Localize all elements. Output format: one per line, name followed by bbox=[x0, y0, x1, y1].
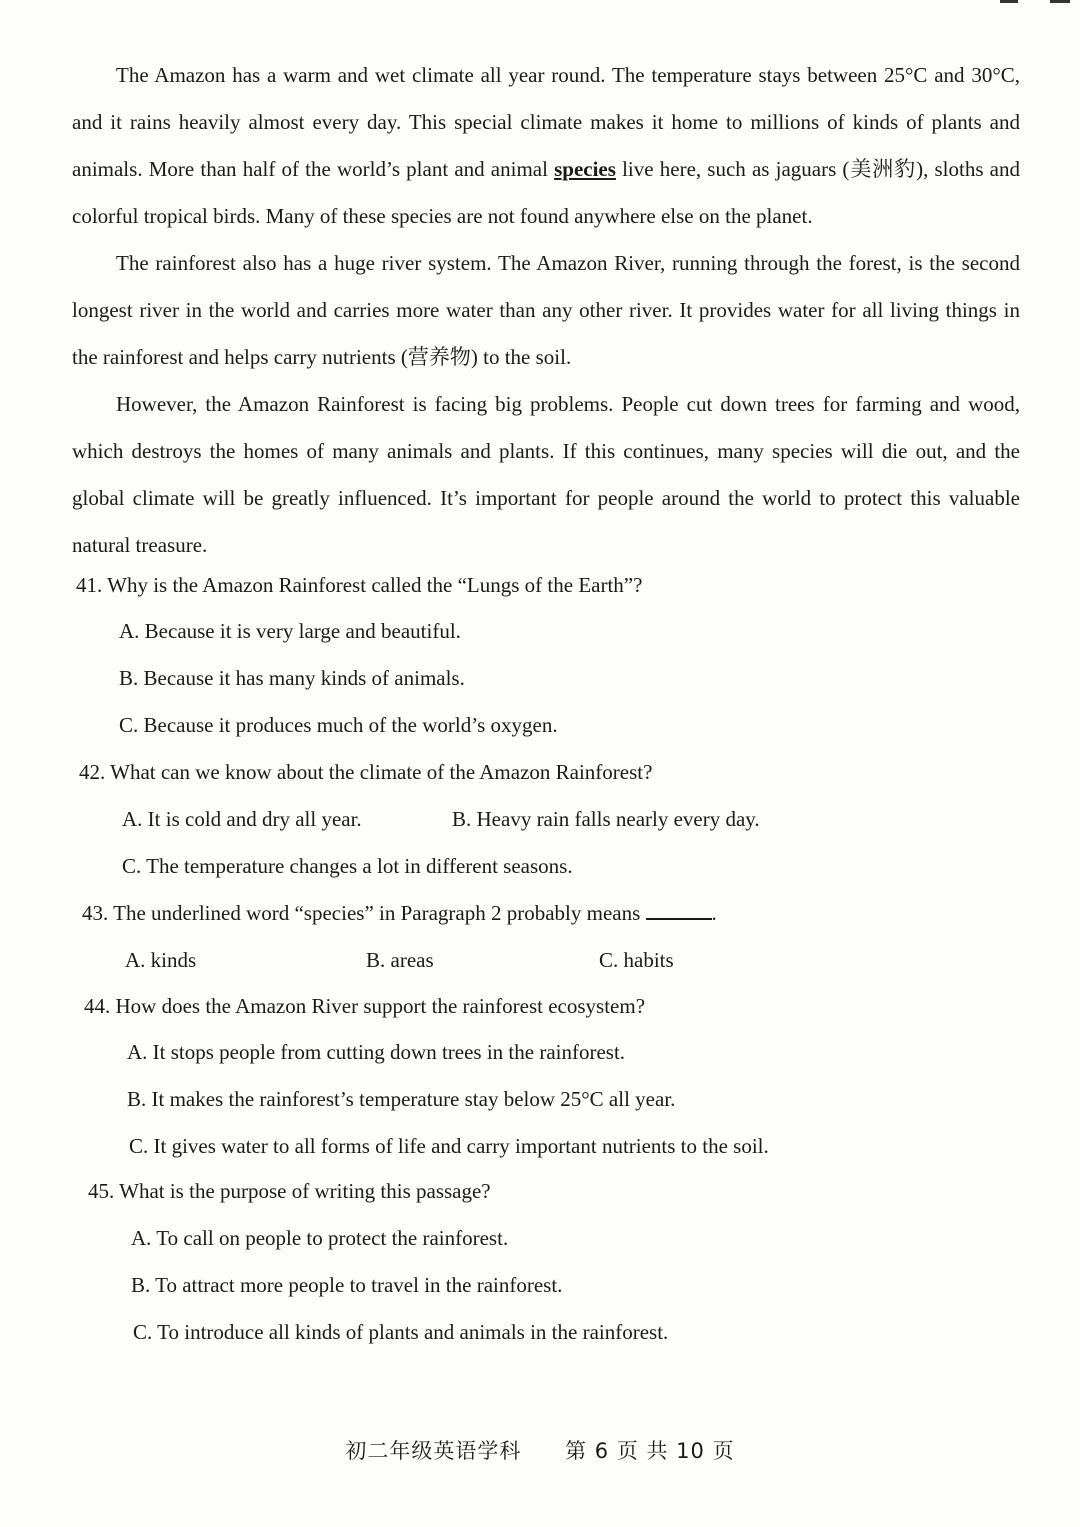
option-45-a: A. To call on people to protect the rainforest. bbox=[131, 1226, 509, 1250]
paragraph-3: However, the Amazon Rainforest is facing big problems. People cut down trees for farming and wood, which destroys the homes of many animals and plants. If this continues, many species will die out, and the global climate will be greatly influenced. It’s important for people around the world to protect this valuable natural treasure. bbox=[72, 392, 1020, 557]
question-43 bbox=[82, 890, 717, 937]
question-42 bbox=[79, 749, 652, 796]
option-41-a: A. Because it is very large and beautiful. bbox=[119, 619, 461, 643]
question-number: 42. bbox=[79, 760, 106, 784]
question-45 bbox=[88, 1168, 491, 1215]
paragraph-2: The rainforest also has a huge river system. The Amazon River, running through the forest, is the second longest river in the world and carries more water than any other river. It provides water for all living things in the rainforest and helps carry nutrients (营养物) to the soil. bbox=[72, 251, 1020, 369]
question-44 bbox=[84, 983, 645, 1030]
question-text: The underlined word “species” in Paragraph 2 probably means bbox=[113, 901, 641, 925]
question-number: 45. bbox=[88, 1179, 115, 1203]
paragraph-1-text-start: The Amazon has a warm and wet climate all year round. The temperature stays between 25°C and 30°C, and it rains heavily almost every day. This special climate makes it home to millions of kinds of plants and animals. More than half of the world’s plant and animal bbox=[72, 63, 1020, 181]
question-end-punctuation: . bbox=[711, 901, 717, 925]
option-45-c: C. To introduce all kinds of plants and animals in the rainforest. bbox=[133, 1320, 669, 1344]
paragraph-1 bbox=[72, 52, 1020, 240]
answer-blank bbox=[646, 900, 712, 920]
option-42-b: B. Heavy rain falls nearly every day. bbox=[452, 807, 760, 831]
option-42-c: C. The temperature changes a lot in different seasons. bbox=[122, 854, 573, 878]
question-text: What is the purpose of writing this passage? bbox=[119, 1179, 491, 1203]
question-41 bbox=[76, 562, 642, 609]
option-42-a: A. It is cold and dry all year. bbox=[122, 807, 362, 831]
question-text: How does the Amazon River support the rainforest ecosystem? bbox=[115, 994, 646, 1018]
option-41-c: C. Because it produces much of the world’s oxygen. bbox=[119, 713, 558, 737]
option-41-b: B. Because it has many kinds of animals. bbox=[119, 666, 465, 690]
option-43-a: A. kinds bbox=[125, 948, 197, 972]
option-45-b: B. To attract more people to travel in the rainforest. bbox=[131, 1273, 563, 1297]
corner-mark bbox=[1050, 0, 1070, 3]
question-number: 44. bbox=[84, 994, 111, 1018]
reading-passage bbox=[72, 52, 1020, 569]
option-44-c: C. It gives water to all forms of life and carry important nutrients to the soil. bbox=[129, 1134, 769, 1158]
question-text: What can we know about the climate of the Amazon Rainforest? bbox=[110, 760, 653, 784]
corner-mark bbox=[1000, 0, 1018, 3]
option-43-c: C. habits bbox=[599, 948, 674, 972]
footer-page-number: 第 6 页 共 10 页 bbox=[565, 1439, 735, 1463]
underlined-word: species bbox=[554, 157, 616, 181]
option-43-b: B. areas bbox=[366, 948, 434, 972]
question-number: 43. bbox=[82, 901, 109, 925]
option-44-a: A. It stops people from cutting down trees in the rainforest. bbox=[127, 1040, 626, 1064]
paragraph-1-text-end: live here, such as jaguars (美洲豹), sloths and colorful tropical birds. Many of these species are not found anywhere else on the planet. bbox=[72, 157, 1020, 228]
option-44-b: B. It makes the rainforest’s temperature stay below 25°C all year. bbox=[127, 1087, 676, 1111]
page-footer bbox=[0, 1428, 1080, 1475]
footer-subject: 初二年级英语学科 bbox=[345, 1439, 522, 1463]
question-text: Why is the Amazon Rainforest called the “Lungs of the Earth”? bbox=[107, 573, 643, 597]
question-number: 41. bbox=[76, 573, 103, 597]
